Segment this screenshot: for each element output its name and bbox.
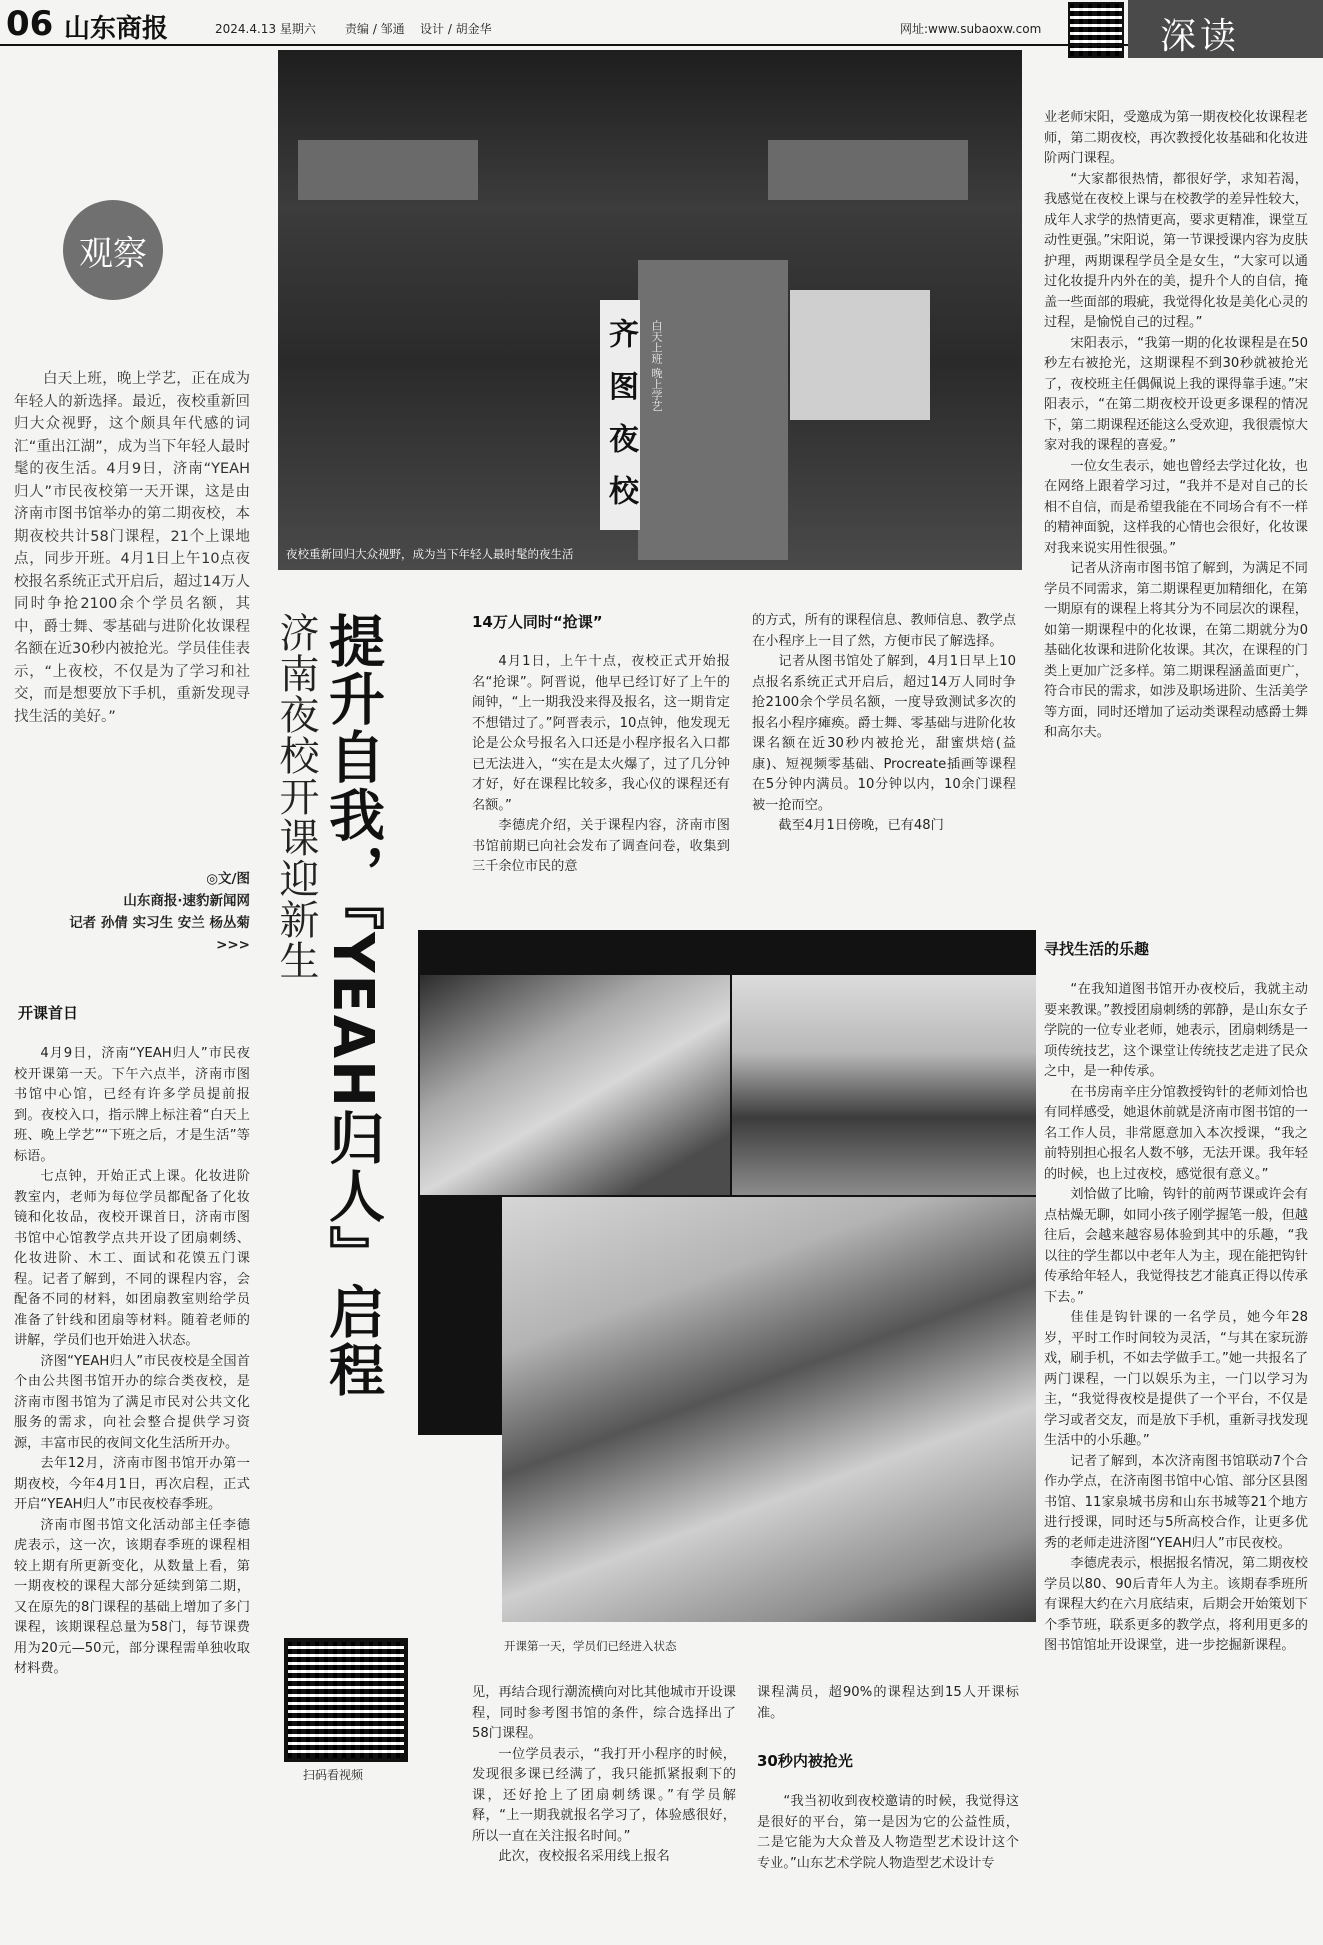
paragraph: 一位女生表示，她也曾经去学过化妆，也在网络上跟着学习过，“我并不是对自己的长相不自信，而是希望我能在不同场合有不一样的精神面貌，这样我的心情也会很好，化妆课对我来说实用性很强。”: [1044, 458, 1308, 556]
editor-credit: 责编 / 邹通: [345, 22, 405, 36]
lead-text: 白天上班，晚上学艺，正在成为年轻人的新选择。最近，夜校重新回归大众视野，这个颇具年代感的词汇“重出江湖”，成为当下年轻人最时髦的夜生活。4月9日，济南“YEAH归人”市民夜校第一天开课，这是由济南市图书馆举办的第二期夜校，本期夜校共计58门课程，21个上课地点，同步开班。4月1日上午10点夜校报名系统正式开启后，超过14万人同时争抢2100余个学员名额，其中，爵士舞、零基础与进阶化妆课程名额在近30秒内被抢光。学员佳佳表示，“上夜校，不仅是为了学习和社交，而是想要放下手机，重新发现寻找生活的美好。”: [14, 371, 250, 725]
paragraph: “在我知道图书馆开办夜校后，我就主动要来教课。”教授团扇刺绣的郭静，是山东女子学院的一位专业老师，她表示，团扇刺绣是一项传统技艺，这个课堂让传统技艺走进了民众之中，是一种传承。: [1044, 982, 1308, 1079]
paragraph: 的方式，所有的课程信息、教师信息、教学点在小程序上一目了然，方便市民了解选择。: [752, 613, 1016, 649]
paragraph: 七点钟，开始正式上课。化妆进阶教室内，老师为每位学员都配备了化妆镜和化妆品，夜校开课首日，济南市图书馆中心馆教学点共开设了团扇刺绣、化妆进阶、木工、面试和花馍五门课程。记者了解到，不同的课程内容，会配备不同的材料，如团扇教室则给学员准备了针线和团扇等材料。随着老师的讲解，学员们也开始进入状态。: [14, 1169, 250, 1348]
embroidery-class-photo: [420, 975, 730, 1195]
building-window: [768, 140, 968, 200]
qr-caption: 扫码看视频: [303, 1768, 364, 1782]
paragraph: 李德虎介绍，关于课程内容，济南市图书馆前期已向社会发布了调查问卷，收集到三千余位市民的意: [472, 818, 730, 874]
paragraph: 去年12月，济南市图书馆开办第一期夜校，今年4月1日，再次启程，正式开启“YEAH归人”市民夜校春季班。: [14, 1456, 250, 1512]
section-body-life-joy: [1044, 980, 1308, 1657]
paragraph: 业老师宋阳，受邀成为第一期夜校化妆课程老师，第二期夜校，再次教授化妆基础和化妆进阶两门课程。: [1044, 110, 1308, 166]
paragraph: 刘恰做了比喻，钩针的前两节课或许会有点枯燥无聊，如同小孩子刚学握笔一般，但越往后，会越来越容易体验到其中的乐趣，“我以往的学生都以中老年人为主，现在能把钩针传承给年轻人，我觉得技艺才能真正得以传承下去。”: [1044, 1187, 1308, 1305]
paragraph: 此次，夜校报名采用线上报名: [498, 1849, 670, 1864]
poster-panel: [790, 290, 930, 420]
paragraph: 佳佳是钩针课的一名学员，她今年28岁，平时工作时间较为灵活，“与其在家玩游戏，刷手机，不如去学做手工。”她一共报名了两门课程，一门以娱乐为主，一门以学习为主，“我觉得夜校是提供了一个平台，不仅是学习或者交友，而是放下手机，重新寻找发现生活中的小乐趣。”: [1044, 1310, 1308, 1448]
paragraph: 宋阳表示，“我第一期的化妆课程是在50秒左右被抢光，这期课程不到30秒就被抢光了，夜校班主任偶佩说上我的课得靠手速。”宋阳表示，“在第二期夜校开设更多课程的情况下，第二期课程还能这么受欢迎，我很震惊大家对我的课程的喜爱。”: [1044, 335, 1308, 453]
classroom-photo-caption: 开课第一天，学员们已经进入状态: [504, 1639, 677, 1653]
paragraph: 济南市图书馆文化活动部主任李德虎表示，这一次，该期春季班的课程相较上期有所更新变化，从数量上看，第一期夜校的课程大部分延续到第二期，又在原先的8门课程的基础上增加了多门课程，该期课程总量为58门，每节课费用为20元—50元，部分课程需单独收取材料费。: [14, 1517, 250, 1676]
section-title-30-seconds: 30秒内被抢光: [757, 1752, 853, 1770]
night-school-photo: [278, 50, 1022, 570]
paragraph: 见，再结合现行潮流横向对比其他城市开设课程，同时参考图书馆的条件，综合选择出了58门课程。: [472, 1685, 736, 1741]
neon-sign: [600, 300, 640, 530]
header-qr-code[interactable]: [1068, 2, 1124, 58]
designer-credit: 设计 / 胡金华: [420, 22, 492, 36]
section-title-life-joy: 寻找生活的乐趣: [1044, 940, 1150, 958]
section-body-grab-class-a: [472, 652, 730, 878]
makeup-class-photo: [732, 975, 1036, 1195]
paragraph: 4月1日，上午十点，夜校正式开始报名“抢课”。阿晋说，他早已经订好了上午的闹钟，“上一期我没来得及报名，这一期肯定不想错过了。”阿晋表示，10点钟，他发现无论是公众号报名入口还是小程序报名入口都已无法进入，“实在是太火爆了，过了几分钟才好，好在课程比较多，我心仪的课程还有名额。”: [472, 654, 730, 813]
website-link[interactable]: 网址:www.subaoxw.com: [900, 22, 1042, 36]
section-body-30-seconds: [757, 1792, 1019, 1874]
handcraft-class-photo: [502, 1197, 1036, 1622]
headline-main: 提升自我，『YEAH归人』启程: [320, 612, 385, 1400]
byline: [14, 868, 250, 956]
page-number: 06: [6, 4, 54, 44]
byline-reporters: 记者 孙倩 实习生 安兰 杨丛菊: [69, 915, 250, 931]
section-body-grab-class-b: [752, 611, 1016, 837]
top-photo-caption: 夜校重新回归大众视野，成为当下年轻人最时髦的夜生活: [286, 547, 574, 561]
paper-name: 山东商报: [64, 14, 169, 44]
section-title-grab-class: 14万人同时“抢课”: [472, 613, 603, 631]
paragraph: 记者从图书馆处了解到，4月1日早上10点报名系统正式开启后，超过14万人同时争抢2100余个学员名额，一度导致测试多次的报名小程序瘫痪。爵士舞、零基础与进阶化妆课名额在近30秒内被抢光，甜蜜烘焙(益康)、短视频零基础、Procreate插画等课程在5分钟内满员。10分钟以内，10余门课程被一抢而空。: [752, 654, 1016, 813]
paragraph: 一位学员表示，“我打开小程序的时候，发现很多课已经满了，我只能抓紧报剩下的课，还好抢上了团扇刺绣课。”有学员解释，“上一期我就报名学习了，体验感很好，所以一直在关注报名时间。”: [472, 1746, 736, 1844]
right-column-body: [1044, 108, 1308, 744]
observe-badge: [63, 200, 163, 300]
byline-mark: ◎文/图: [206, 871, 250, 887]
neon-sign-text: 齐 图 夜 校: [603, 318, 638, 512]
section-tab: [1128, 0, 1323, 58]
paragraph: 记者从济南市图书馆了解到，为满足不同学员不同需求，第二期课程更加精细化，在第一期原有的课程上将其分为不同层次的课程，如第一期课程中的化妆课，在第二期就分为0基础化妆课和进阶化妆课。其次，在课程的门类上更加广泛多样。第二期课程涵盖面更广，符合市民的需求，如涉及职场进阶、生活美学等方面，同时还增加了运动类课程动感爵士舞和高尔夫。: [1044, 561, 1308, 740]
paragraph: 记者了解到，本次济南图书馆联动7个合作办学点，在济南图书馆中心馆、部分区县图书馆、11家泉城书房和山东书城等21个地方进行授课，同时还与5所高校合作，让更多优秀的老师走进济图“YEAH归人”市民夜校。: [1044, 1453, 1308, 1551]
headline-subtitle: 济南夜校开课迎新生: [273, 612, 319, 981]
paragraph: 4月9日，济南“YEAH归人”市民夜校开课第一天。下午六点半，济南市图书馆中心馆，已经有许多学员提前报到。夜校入口，指示牌上标注着“白天上班、晚上学艺”“下班之后，才是生活”等标语。: [14, 1046, 250, 1164]
paragraph: “大家都很热情，都很好学，求知若渴，我感觉在夜校上课与在校教学的差异性较大，成年人求学的热情更高，要求更精准，课堂互动性更强。”宋阳说，第一节课授课内容为皮肤护理，两期课程学员全是女生，“大家可以通过化妆提升内外在的美，提升个人的自信，掩盖一些面部的瑕疵，我觉得化妆是美化心灵的过程，是愉悦自己的过程。”: [1044, 171, 1308, 330]
section-body-grab-class-d: [757, 1683, 1019, 1724]
issue-date: 2024.4.13 星期六: [215, 22, 316, 36]
paragraph: 截至4月1日傍晚，已有48门: [778, 818, 944, 833]
section-title-opening-day: 开课首日: [18, 1004, 79, 1022]
section-label: 深读: [1160, 16, 1241, 57]
observe-badge-text: 观察: [79, 233, 147, 274]
lead-paragraph: [14, 368, 250, 728]
masthead: [0, 0, 1323, 57]
building-window: [298, 140, 478, 200]
section-body-opening-day: [14, 1044, 250, 1680]
paragraph: “我当初收到夜校邀请的时候，我觉得这是很好的平台，第一是因为它的公益性质，二是它能为大众普及人物造型艺术设计这个专业。”山东艺术学院人物造型艺术设计专: [757, 1794, 1019, 1871]
paragraph: 在书房南辛庄分馆教授钩针的老师刘恰也有同样感受，她退休前就是济南市图书馆的一名工作人员，非常愿意加入本次授课，“我之前特别担心报名人数不够，无法开课。我年轻的时候，也上过夜校，感觉很有意义。”: [1044, 1084, 1308, 1182]
neon-sign-small: 白天上班 晚上学艺: [650, 320, 663, 412]
video-qr-code[interactable]: [284, 1638, 408, 1762]
section-body-grab-class-c: [472, 1683, 736, 1868]
header-rule: [0, 44, 1128, 46]
byline-outlet: 山东商报·速豹新闻网: [123, 893, 250, 909]
paragraph: 李德虎表示，根据报名情况，第二期夜校学员以80、90后青年人为主。该期春季班所有课程大约在六月底结束，后期会开始策划下个季节班，联系更多的教学点，将利用更多的图书馆馆址开设课堂，进一步挖掘新课程。: [1044, 1556, 1308, 1653]
byline-arrows: >>>: [216, 937, 250, 953]
paragraph: 课程满员，超90%的课程达到15人开课标准。: [757, 1685, 1019, 1721]
paragraph: 济图“YEAH归人”市民夜校是全国首个由公共图书馆开办的综合类夜校，是济南市图书馆为了满足市民对公共文化服务的需求，向社会整合提供学习资源，丰富市民的夜间文化生活所开办。: [14, 1353, 250, 1451]
